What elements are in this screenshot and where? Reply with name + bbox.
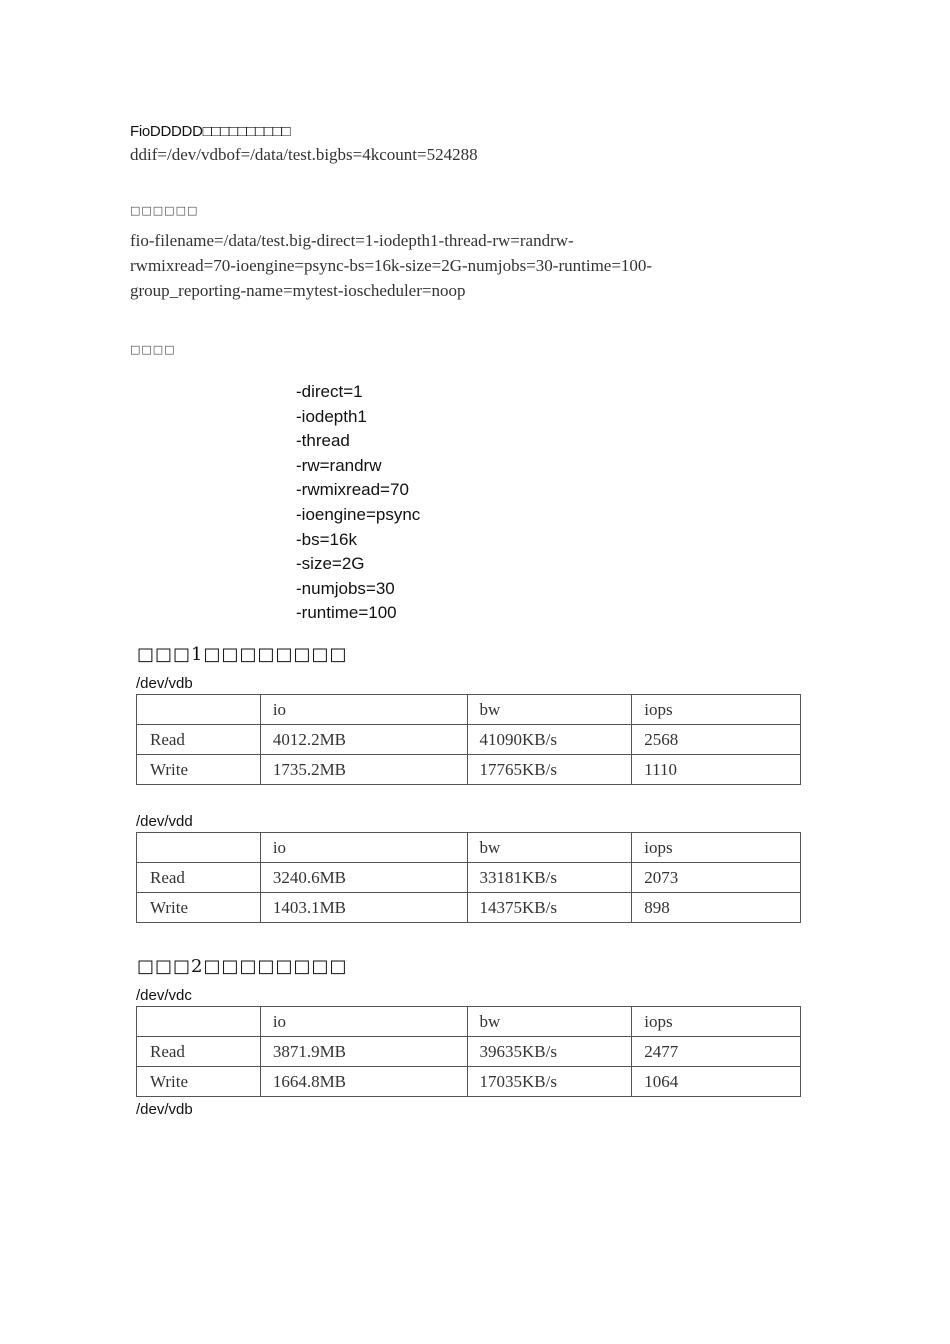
table-cell: 41090KB/s <box>467 725 632 755</box>
dd-command: ddif=/dev/vdbof=/data/test.bigbs=4kcount=524288 <box>130 145 478 164</box>
table-header-row <box>137 1007 801 1037</box>
table-cell: Write <box>137 893 261 923</box>
param-item: -bs=16k <box>296 529 357 549</box>
params-label: □□□□ <box>130 343 176 356</box>
table-cell: 3871.9MB <box>260 1037 467 1067</box>
table-header-row <box>137 833 801 863</box>
device-label: /dev/vdb <box>136 675 193 692</box>
table-cell: 2568 <box>632 725 801 755</box>
table-cell <box>137 833 261 863</box>
table-cell: 898 <box>632 893 801 923</box>
results-table <box>136 694 801 785</box>
table-row <box>137 1067 801 1097</box>
table-cell: bw <box>467 1007 632 1037</box>
results-table <box>136 1006 801 1097</box>
section-heading-2: □□□2□□□□□□□□ <box>137 956 348 977</box>
device-label: /dev/vdc <box>136 987 192 1004</box>
table-cell: 1064 <box>632 1067 801 1097</box>
table-cell: 1403.1MB <box>260 893 467 923</box>
param-item: -rwmixread=70 <box>296 480 409 500</box>
table-cell: 4012.2MB <box>260 725 467 755</box>
device-label: /dev/vdd <box>136 813 193 830</box>
table-cell: 39635KB/s <box>467 1037 632 1067</box>
table-header-row <box>137 695 801 725</box>
table-cell: io <box>260 695 467 725</box>
test-command-label: □□□□□□ <box>130 204 199 217</box>
table-cell: 1110 <box>632 755 801 785</box>
table-cell: io <box>260 833 467 863</box>
table-cell: 2477 <box>632 1037 801 1067</box>
param-item: -numjobs=30 <box>296 578 395 598</box>
device-label: /dev/vdb <box>136 1101 193 1118</box>
table-cell: bw <box>467 833 632 863</box>
section-heading-1: □□□1□□□□□□□□ <box>137 644 348 665</box>
table-cell: 17035KB/s <box>467 1067 632 1097</box>
table-cell: iops <box>632 695 801 725</box>
table-row <box>137 863 801 893</box>
table-cell: 2073 <box>632 863 801 893</box>
fio-command-line: rwmixread=70-ioengine=psync-bs=16k-size=2G-numjobs=30-runtime=100- <box>130 256 653 275</box>
table-cell: bw <box>467 695 632 725</box>
table-cell <box>137 1007 261 1037</box>
table-cell: iops <box>632 833 801 863</box>
param-item: -rw=randrw <box>296 455 382 475</box>
fio-command <box>130 228 652 303</box>
table-cell: 14375KB/s <box>467 893 632 923</box>
table-cell: 17765KB/s <box>467 755 632 785</box>
table-cell: 1735.2MB <box>260 755 467 785</box>
table-cell <box>137 695 261 725</box>
page-title: FioDDDDD□□□□□□□□□□ <box>130 123 291 140</box>
table-cell: Read <box>137 725 261 755</box>
table-row <box>137 725 801 755</box>
param-item: -direct=1 <box>296 382 363 401</box>
results-table <box>136 832 801 923</box>
fio-command-line: group_reporting-name=mytest-ioscheduler=noop <box>130 281 466 300</box>
table-row <box>137 893 801 923</box>
param-list <box>296 380 420 626</box>
table-row <box>137 755 801 785</box>
table-cell: 33181KB/s <box>467 863 632 893</box>
param-item: -thread <box>296 431 350 451</box>
table-cell: 1664.8MB <box>260 1067 467 1097</box>
table-cell: iops <box>632 1007 801 1037</box>
table-row <box>137 1037 801 1067</box>
param-item: -size=2G <box>296 554 365 574</box>
table-cell: Write <box>137 1067 261 1097</box>
fio-command-line: fio-filename=/data/test.big-direct=1-iodepth1-thread-rw=randrw- <box>130 231 574 250</box>
table-cell: 3240.6MB <box>260 863 467 893</box>
table-cell: Write <box>137 755 261 785</box>
table-cell: io <box>260 1007 467 1037</box>
param-item: -runtime=100 <box>296 603 397 623</box>
table-cell: Read <box>137 863 261 893</box>
table-cell: Read <box>137 1037 261 1067</box>
param-item: -ioengine=psync <box>296 504 421 524</box>
param-item: -iodepth1 <box>296 406 367 426</box>
